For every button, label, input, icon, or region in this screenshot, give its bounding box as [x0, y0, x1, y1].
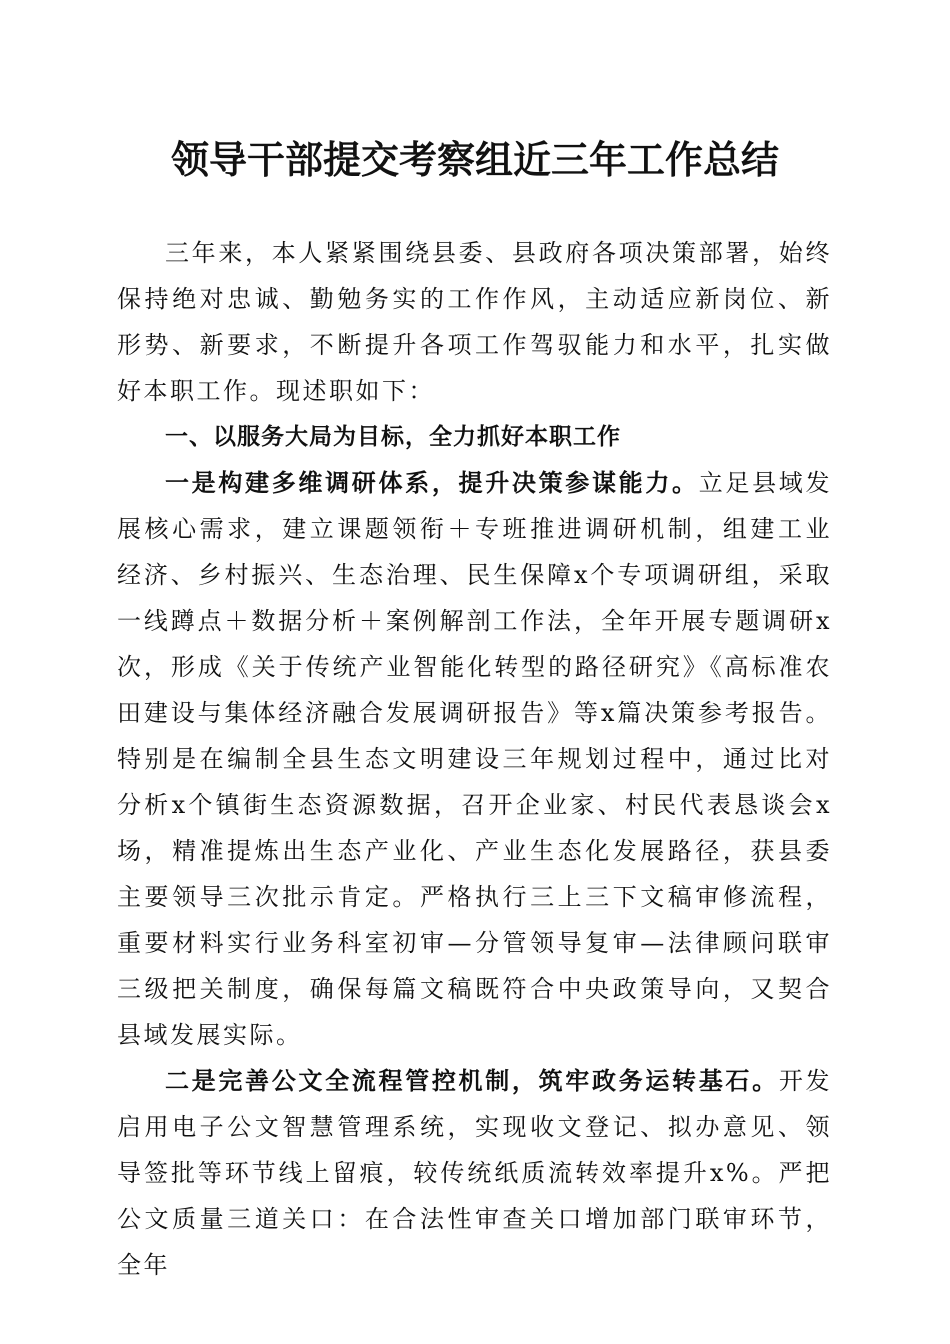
- point-two-lead: 二是完善公文全流程管控机制，筑牢政务运转基石。: [165, 1066, 779, 1095]
- point-two-text: 开发启用电子公文智慧管理系统，实现收文登记、拟办意见、领导签批等环节线上留痕，较传统纸质流转效率提升x%。严把公文质量三道关口：在合法性审查关口增加部门联审环节，全年: [117, 1067, 832, 1279]
- point-one-paragraph: [117, 460, 832, 1058]
- document-body: [117, 230, 832, 1288]
- point-one-lead: 一是构建多维调研体系，提升决策参谋能力。: [165, 468, 699, 497]
- section-heading: 一、以服务大局为目标，全力抓好本职工作: [165, 424, 621, 450]
- point-two-paragraph: [117, 1058, 832, 1288]
- intro-paragraph: 三年来，本人紧紧围绕县委、县政府各项决策部署，始终保持绝对忠诚、勤勉务实的工作作风，主动适应新岗位、新形势、新要求，不断提升各项工作驾驭能力和水平，扎实做好本职工作。现述职如下：: [117, 239, 832, 405]
- point-one-text: 立足县域发展核心需求，建立课题领衔＋专班推进调研机制，组建工业经济、乡村振兴、生态治理、民生保障x个专项调研组，采取一线蹲点＋数据分析＋案例解剖工作法，全年开展专题调研x次，形成《关于传统产业智能化转型的路径研究》《高标准农田建设与集体经济融合发展调研报告》等x篇决策参考报告。特别是在编制全县生态文明建设三年规划过程中，通过比对分析x个镇街生态资源数据，召开企业家、村民代表恳谈会x场，精准提炼出生态产业化、产业生态化发展路径，获县委主要领导三次批示肯定。严格执行三上三下文稿审修流程，重要材料实行业务科室初审—分管领导复审—法律顾问联审三级把关制度，确保每篇文稿既符合中央政策导向，又契合县域发展实际。: [117, 469, 832, 1049]
- document-title: 领导干部提交考察组近三年工作总结: [170, 137, 779, 182]
